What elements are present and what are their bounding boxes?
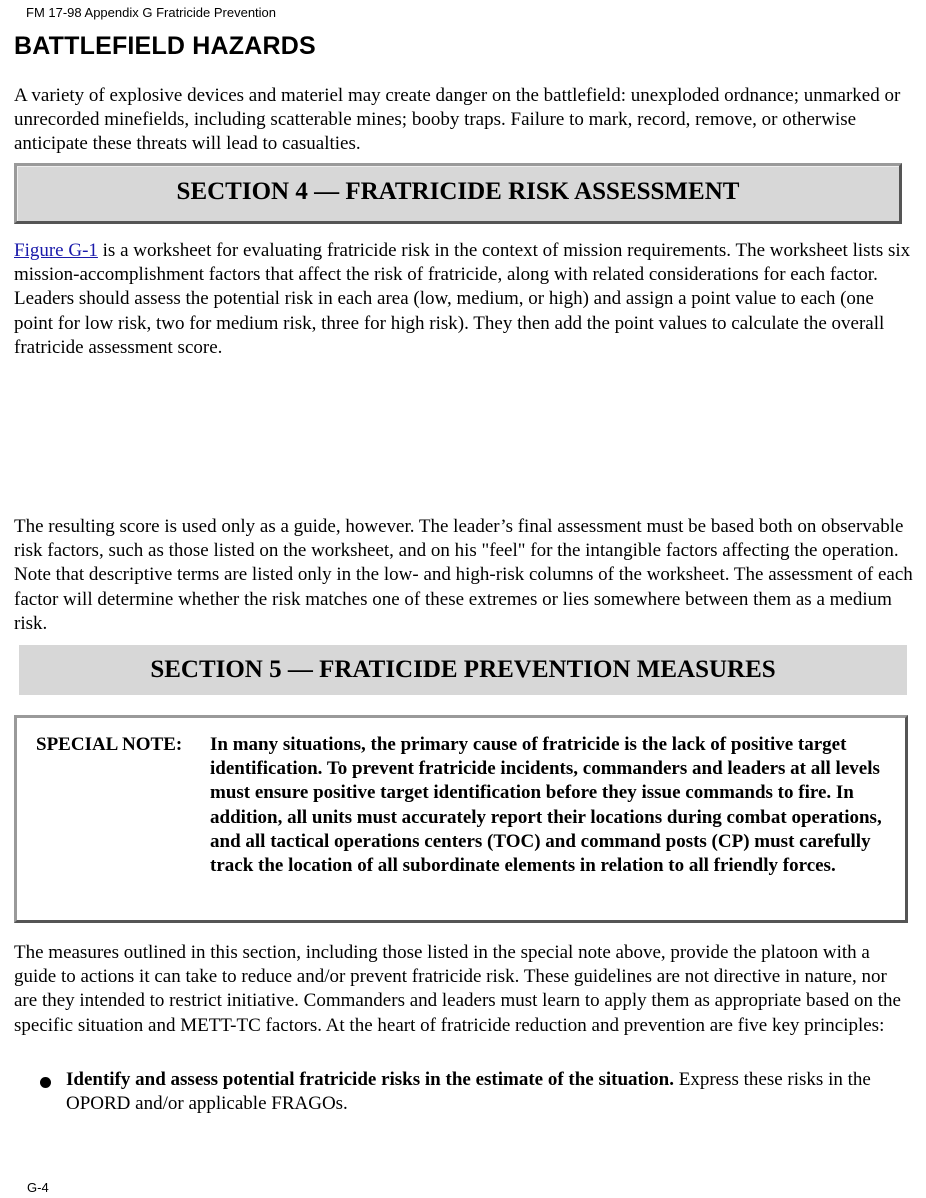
section-4-heading: SECTION 4 — FRATRICIDE RISK ASSESSMENT xyxy=(14,163,902,224)
page-number: G-4 xyxy=(27,1180,49,1195)
list-item-bold: Identify and assess potential fratricide risks in the estimate of the situation. xyxy=(66,1069,674,1090)
special-note-text: In many situations, the primary cause of fratricide is the lack of positive target identification. To prevent fratricide incidents, commanders and leaders at all levels must ensure positive target identification before they issue commands to fire. In addition, all units must accurately report their locations during combat operations, and all tactical operations centers (TOC) and command posts (CP) must carefully track the location of all subordinate elements in relation to all friendly forces. xyxy=(210,734,882,877)
section-5-paragraph: The measures outlined in this section, including those listed in the special note above, provide the platoon with a guide to actions it can take to reduce and/or prevent fratricide risk. These guidelines are not directive in nature, nor are they intended to restrict initiative. Commanders and leaders must learn to apply them as appropriate based on the specific situation and METT-TC factors. At the heart of fratricide reduction and prevention are five key principles: xyxy=(14,942,901,1036)
running-header: FM 17-98 Appendix G Fratricide Prevention xyxy=(26,5,277,20)
bullet-icon xyxy=(40,1077,51,1088)
page-title: BATTLEFIELD HAZARDS xyxy=(14,32,316,60)
section-4-paragraph-text: is a worksheet for evaluating fratricide risk in the context of mission requirements. The worksheet lists six mission-accomplishment factors that affect the risk of fratricide, along with related considerations for each factor. Leaders should assess the potential risk in each area (low, medium, or high) and assign a point value to each (one point for low risk, two for medium risk, three for high risk). They then add the point values to calculate the overall fratricide assessment score. xyxy=(14,240,911,358)
list-item-rest: Express these risks in the OPORD and/or applicable FRAGOs. xyxy=(66,1069,871,1115)
section-4-paragraph xyxy=(14,239,914,360)
figure-g1-link[interactable]: Figure G-1 xyxy=(14,240,98,261)
intro-paragraph: A variety of explosive devices and materiel may create danger on the battlefield: unexploded ordnance; unmarked or unrecorded minefields, including scatterable mines; booby traps. Failure to mark, record, remove, or otherwise anticipate these threats will lead to casualties. xyxy=(14,85,901,155)
list-item xyxy=(44,1068,904,1116)
section-5-heading: SECTION 5 — FRATICIDE PREVENTION MEASURES xyxy=(19,645,907,695)
special-note-label: SPECIAL NOTE: xyxy=(36,734,183,755)
special-note-box xyxy=(14,715,908,923)
section-4-paragraph-2: The resulting score is used only as a guide, however. The leader’s final assessment must be based both on observable risk factors, such as those listed on the worksheet, and on his "feel" for the intangible factors affecting the operation. Note that descriptive terms are listed only in the low- and high-risk columns of the worksheet. The assessment of each factor will determine whether the risk matches one of these extremes or lies somewhere between them as a medium risk. xyxy=(14,516,913,634)
list-item-text xyxy=(66,1068,904,1116)
